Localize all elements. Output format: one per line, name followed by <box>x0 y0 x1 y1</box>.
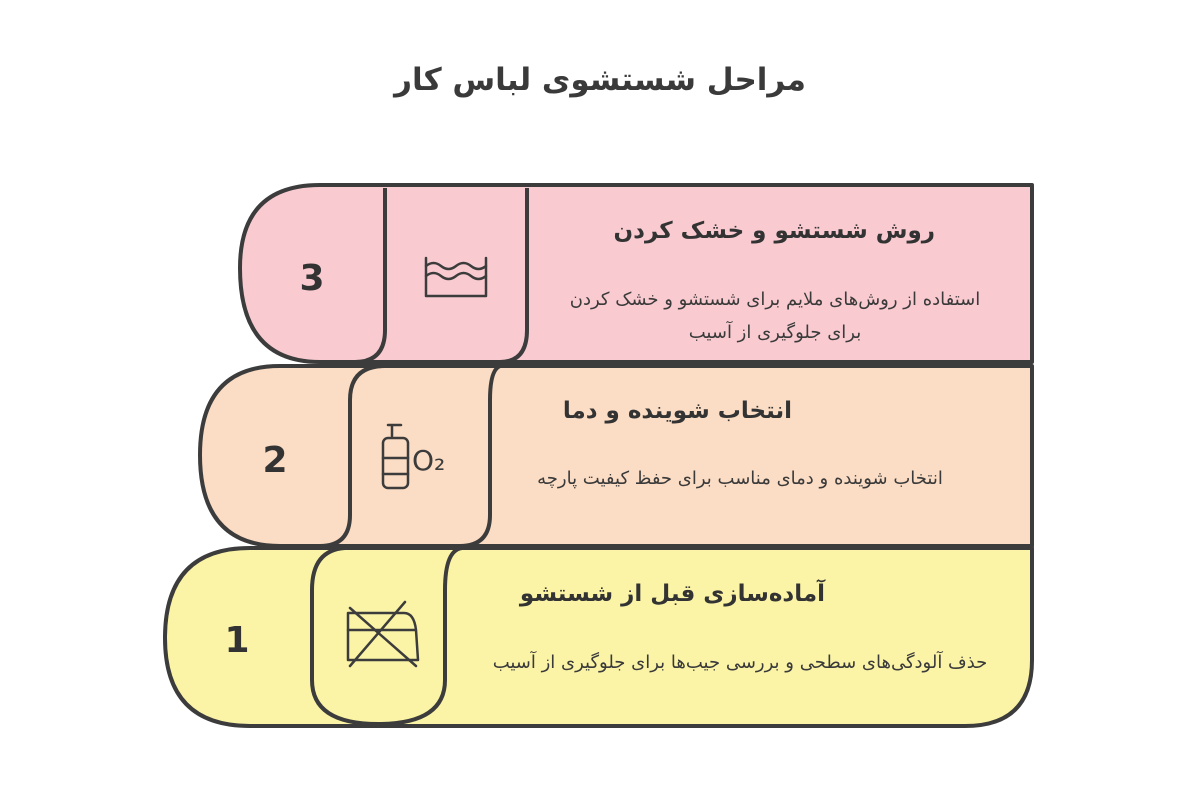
page-title: مراحل شستشوی لباس کار <box>394 62 806 98</box>
step-title-2: انتخاب شوینده و دما <box>562 398 792 424</box>
step-number-2: 2 <box>262 440 288 481</box>
step-description-2: انتخاب شوینده و دمای مناسب برای حفظ کیفیت پارچه <box>537 468 943 489</box>
step-number-1: 1 <box>224 620 250 661</box>
step-2-background <box>200 366 1032 546</box>
oxygen-label: O₂ <box>412 444 446 477</box>
step-title-1: آماده‌سازی قبل از شستشو <box>519 581 825 607</box>
step-description-1: حذف آلودگی‌های سطحی و بررسی جیب‌ها برای جلوگیری از آسیب <box>492 652 988 673</box>
step-1-background <box>165 548 1032 726</box>
step-1-block <box>165 548 1032 726</box>
step-description-3: استفاده از روش‌های ملایم برای شستشو و خشک کردن برای جلوگیری از آسیب <box>569 289 981 343</box>
step-2-block <box>200 366 1032 546</box>
step-number-3: 3 <box>299 258 325 299</box>
step-title-3: روش شستشو و خشک کردن <box>613 218 935 244</box>
